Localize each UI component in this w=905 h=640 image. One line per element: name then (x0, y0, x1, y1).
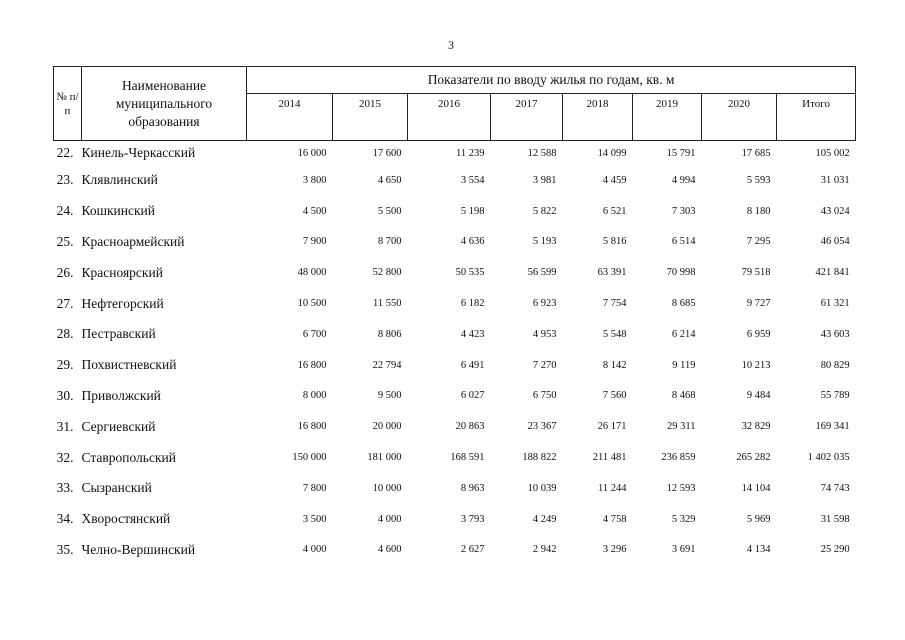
year-value-cell: 8 180 (746, 205, 771, 217)
year-value-cell: 23 367 (527, 421, 557, 433)
year-value-cell: 8 806 (377, 328, 402, 340)
year-value-cell: 4 000 (302, 544, 327, 556)
year-value-cell: 6 959 (746, 328, 771, 340)
year-value-cell: 17 685 (741, 147, 771, 159)
year-value-cell: 2 942 (532, 544, 557, 556)
table-row (54, 288, 856, 319)
row-number: 24. (56, 203, 74, 219)
table-row (54, 535, 856, 566)
year-value-cell: 17 600 (372, 147, 402, 159)
year-value-cell: 6 182 (460, 298, 485, 310)
year-value-cell: 9 727 (746, 298, 771, 310)
table-row (54, 442, 856, 473)
year-value-cell: 20 000 (372, 421, 402, 433)
year-value-cell: 12 588 (527, 147, 557, 159)
year-value-cell: 5 548 (602, 328, 627, 340)
year-value-cell: 10 000 (372, 482, 402, 494)
year-value-cell: 12 593 (666, 482, 696, 494)
column-header-year: 2018 (563, 94, 633, 141)
municipality-name: Кинель-Черкасский (81, 145, 196, 160)
total-value-cell: 31 598 (820, 513, 850, 525)
year-value-cell: 4 423 (460, 328, 485, 340)
table-row (54, 257, 856, 288)
year-value-cell: 10 213 (741, 359, 771, 371)
column-header-year: 2019 (633, 94, 702, 141)
year-value-cell: 6 521 (602, 205, 627, 217)
column-header-year: 2020 (702, 94, 777, 141)
total-value-cell: 169 341 (815, 421, 850, 433)
table-row (54, 196, 856, 227)
year-value-cell: 4 994 (671, 174, 696, 186)
year-value-cell: 5 198 (460, 205, 485, 217)
year-value-cell: 52 800 (372, 267, 402, 279)
row-number: 33. (56, 480, 74, 496)
year-value-cell: 16 800 (297, 359, 327, 371)
year-value-cell: 22 794 (372, 359, 402, 371)
row-number: 25. (56, 233, 74, 249)
year-value-cell: 14 104 (741, 482, 771, 494)
total-value-cell: 105 002 (815, 147, 850, 159)
year-value-cell: 26 171 (597, 421, 627, 433)
year-value-cell: 7 303 (671, 205, 696, 217)
year-value-cell: 4 650 (377, 174, 402, 186)
year-value-cell: 8 142 (602, 359, 627, 371)
year-value-cell: 16 800 (297, 421, 327, 433)
year-value-cell: 6 491 (460, 359, 485, 371)
row-number: 29. (56, 357, 74, 373)
year-value-cell: 14 099 (597, 147, 627, 159)
year-value-cell: 4 600 (377, 544, 402, 556)
year-value-cell: 15 791 (666, 147, 696, 159)
table-row (54, 165, 856, 196)
year-value-cell: 7 560 (602, 390, 627, 402)
year-value-cell: 168 591 (450, 452, 485, 464)
year-value-cell: 3 554 (460, 174, 485, 186)
municipality-name: Сергиевский (81, 418, 156, 434)
year-value-cell: 181 000 (367, 452, 402, 464)
total-value-cell: 43 603 (820, 328, 850, 340)
year-value-cell: 4 000 (377, 513, 402, 525)
total-value-cell: 61 321 (820, 298, 850, 310)
year-value-cell: 48 000 (297, 267, 327, 279)
total-value-cell: 46 054 (820, 236, 850, 248)
year-value-cell: 50 535 (455, 267, 485, 279)
year-value-cell: 5 329 (671, 513, 696, 525)
year-value-cell: 8 963 (460, 482, 485, 494)
year-value-cell: 3 500 (302, 513, 327, 525)
column-header-year: 2017 (491, 94, 563, 141)
municipality-name: Челно-Вершинский (81, 541, 196, 557)
table-row (54, 141, 856, 166)
year-value-cell: 3 793 (460, 513, 485, 525)
municipality-name: Сызранский (81, 480, 152, 496)
row-number: 28. (56, 326, 74, 342)
municipality-name: Красноармейский (81, 233, 185, 249)
year-value-cell: 3 800 (302, 174, 327, 186)
total-value-cell: 1 402 035 (807, 452, 850, 464)
year-value-cell: 211 481 (592, 452, 627, 464)
year-value-cell: 9 500 (377, 390, 402, 402)
year-value-cell: 63 391 (597, 267, 627, 279)
housing-table (53, 66, 856, 565)
total-value-cell: 421 841 (815, 267, 850, 279)
column-header-year: 2014 (247, 94, 333, 141)
year-value-cell: 7 270 (532, 359, 557, 371)
total-value-cell: 25 290 (820, 544, 850, 556)
year-value-cell: 5 822 (532, 205, 557, 217)
year-value-cell: 20 863 (455, 421, 485, 433)
table-row (54, 473, 856, 504)
year-value-cell: 150 000 (292, 452, 327, 464)
row-number: 23. (56, 172, 74, 188)
municipality-name: Похвистневский (81, 357, 177, 373)
year-value-cell: 8 000 (302, 390, 327, 402)
year-value-cell: 265 282 (736, 452, 771, 464)
year-value-cell: 70 998 (666, 267, 696, 279)
column-header-year: 2016 (408, 94, 491, 141)
year-value-cell: 188 822 (522, 452, 557, 464)
year-value-cell: 4 636 (460, 236, 485, 248)
table-row (54, 381, 856, 412)
year-value-cell: 11 244 (598, 482, 627, 494)
year-value-cell: 2 627 (460, 544, 485, 556)
year-value-cell: 5 593 (746, 174, 771, 186)
year-value-cell: 6 750 (532, 390, 557, 402)
year-value-cell: 6 514 (671, 236, 696, 248)
year-value-cell: 79 518 (741, 267, 771, 279)
year-value-cell: 3 691 (671, 544, 696, 556)
year-value-cell: 7 754 (602, 298, 627, 310)
year-value-cell: 7 900 (302, 236, 327, 248)
table-row (54, 227, 856, 258)
year-value-cell: 5 193 (532, 236, 557, 248)
total-value-cell: 31 031 (820, 174, 850, 186)
year-value-cell: 9 484 (746, 390, 771, 402)
column-header-year: Итого (777, 94, 856, 141)
year-value-cell: 8 685 (671, 298, 696, 310)
housing-table-container (53, 66, 850, 565)
total-value-cell: 43 024 (820, 205, 850, 217)
total-value-cell: 74 743 (820, 482, 850, 494)
page-number: 3 (448, 38, 454, 52)
table-row (54, 504, 856, 535)
year-value-cell: 5 500 (377, 205, 402, 217)
row-number: 22. (56, 145, 74, 160)
year-value-cell: 56 599 (527, 267, 557, 279)
year-value-cell: 10 500 (297, 298, 327, 310)
column-header-year: 2015 (333, 94, 408, 141)
column-group-header: Показатели по вводу жилья по годам, кв. м (247, 67, 856, 94)
table-header-row (54, 67, 856, 94)
year-value-cell: 236 859 (661, 452, 696, 464)
municipality-name: Красноярский (81, 264, 163, 280)
year-value-cell: 4 249 (532, 513, 557, 525)
row-number: 34. (56, 511, 74, 527)
year-value-cell: 4 953 (532, 328, 557, 340)
row-number: 26. (56, 264, 74, 280)
total-value-cell: 55 789 (820, 390, 850, 402)
table-row (54, 411, 856, 442)
year-value-cell: 6 214 (671, 328, 696, 340)
year-value-cell: 7 295 (746, 236, 771, 248)
year-value-cell: 5 816 (602, 236, 627, 248)
year-value-cell: 7 800 (302, 482, 327, 494)
row-number: 30. (56, 387, 74, 403)
column-header-number: № п/п (54, 67, 82, 141)
year-value-cell: 32 829 (741, 421, 771, 433)
row-number: 27. (56, 295, 74, 311)
municipality-name: Пестравский (81, 326, 156, 342)
row-number: 35. (56, 541, 74, 557)
column-header-name: Наименование муниципального образования (82, 67, 247, 141)
municipality-name: Нефтегорский (81, 295, 164, 311)
municipality-name: Клявлинский (81, 172, 158, 188)
year-value-cell: 4 459 (602, 174, 627, 186)
municipality-name: Ставропольский (81, 449, 176, 465)
year-value-cell: 11 550 (373, 298, 402, 310)
year-value-cell: 6 027 (460, 390, 485, 402)
year-value-cell: 8 468 (671, 390, 696, 402)
year-value-cell: 5 969 (746, 513, 771, 525)
table-row (54, 319, 856, 350)
year-value-cell: 11 239 (456, 147, 485, 159)
table-body (54, 141, 856, 566)
year-value-cell: 4 134 (746, 544, 771, 556)
year-value-cell: 9 119 (672, 359, 696, 371)
year-value-cell: 16 000 (297, 147, 327, 159)
year-value-cell: 10 039 (527, 482, 557, 494)
year-value-cell: 6 923 (532, 298, 557, 310)
year-value-cell: 4 758 (602, 513, 627, 525)
total-value-cell: 80 829 (820, 359, 850, 371)
municipality-name: Кошкинский (81, 203, 155, 219)
year-value-cell: 6 700 (302, 328, 327, 340)
year-value-cell: 4 500 (302, 205, 327, 217)
row-number: 31. (56, 418, 74, 434)
year-value-cell: 8 700 (377, 236, 402, 248)
year-value-cell: 29 311 (667, 421, 696, 433)
municipality-name: Приволжский (81, 387, 161, 403)
municipality-name: Хворостянский (81, 511, 171, 527)
year-value-cell: 3 981 (532, 174, 557, 186)
table-row (54, 350, 856, 381)
year-value-cell: 3 296 (602, 544, 627, 556)
row-number: 32. (56, 449, 74, 465)
